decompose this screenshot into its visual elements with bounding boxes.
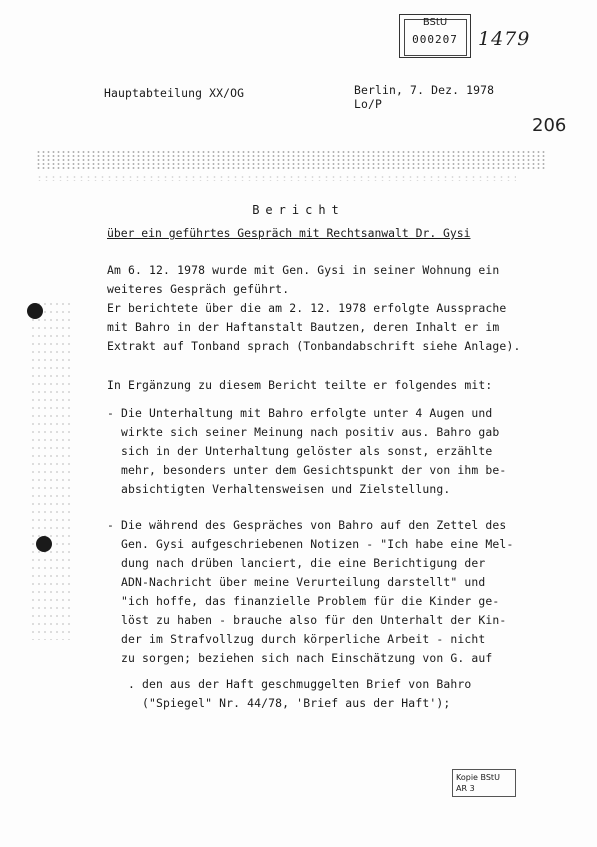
handwritten-page-number: 206 (532, 115, 567, 136)
bullet-line: ("Spiegel" Nr. 44/78, 'Brief aus der Haft'); (128, 696, 451, 710)
punch-hole-lower (36, 536, 52, 552)
body-line: Extrakt auf Tonband sprach (Tonbandabschrift siehe Anlage). (107, 339, 521, 353)
archive-stamp-label: BStU (422, 17, 448, 28)
body-line: Am 6. 12. 1978 wurde mit Gen. Gysi in seiner Wohnung ein (107, 263, 500, 277)
punch-hole-upper (27, 303, 43, 319)
handwritten-folio-number: 1479 (478, 28, 531, 50)
place-date: Berlin, 7. Dez. 1978 (354, 83, 495, 97)
body-line: mit Bahro in der Haftanstalt Bautzen, deren Inhalt er im (107, 320, 500, 334)
body-line: Er berichtete über die am 2. 12. 1978 erfolgte Aussprache (107, 301, 507, 315)
bullet-line: wirkte sich seiner Meinung nach positiv aus. Bahro gab (107, 425, 500, 439)
scan-speckle-margin (30, 300, 70, 640)
copy-stamp-line1: Kopie BStU (456, 773, 500, 782)
reference-code: Lo/P (354, 97, 383, 111)
bullet-line: zu sorgen; beziehen sich nach Einschätzung von G. auf (107, 651, 493, 665)
bullet-line: - Die Unterhaltung mit Bahro erfolgte unter 4 Augen und (107, 406, 493, 420)
copy-stamp-line2: AR 3 (456, 784, 475, 793)
bullet-line: Gen. Gysi aufgeschriebenen Notizen - "Ich habe eine Mel- (107, 537, 514, 551)
bullet-line: . den aus der Haft geschmuggelten Brief von Bahro (128, 677, 472, 691)
bullet-line: dung nach drüben lanciert, die eine Berichtigung der (107, 556, 486, 570)
bullet-line: absichtigten Verhaltensweisen und Zielstellung. (107, 482, 451, 496)
bullet-line: ADN-Nachricht über meine Verurteilung darstellt" und (107, 575, 486, 589)
scan-noise-band (36, 150, 546, 170)
document-subject: über ein geführtes Gespräch mit Rechtsanwalt Dr. Gysi (107, 226, 471, 240)
document-title: Bericht (252, 203, 345, 217)
bullet-line: - Die während des Gespräches von Bahro auf den Zettel des (107, 518, 507, 532)
archive-stamp (399, 14, 471, 58)
copy-stamp (452, 769, 516, 797)
body-line: weiteres Gespräch geführt. (107, 282, 290, 296)
intro-line: In Ergänzung zu diesem Bericht teilte er folgendes mit: (107, 378, 493, 392)
bullet-line: mehr, besonders unter dem Gesichtspunkt der von ihm be- (107, 463, 507, 477)
bullet-line: "ich hoffe, das finanzielle Problem für die Kinder ge- (107, 594, 500, 608)
department-heading: Hauptabteilung XX/OG (104, 86, 245, 100)
bullet-line: sich in der Unterhaltung gelöster als sonst, erzählte (107, 444, 493, 458)
archive-stamp-number: 000207 (412, 33, 458, 46)
bullet-line: löst zu haben - brauche also für den Unterhalt der Kin- (107, 613, 507, 627)
scan-noise-band-lower (36, 175, 516, 181)
bullet-line: der im Strafvollzug durch körperliche Arbeit - nicht (107, 632, 486, 646)
